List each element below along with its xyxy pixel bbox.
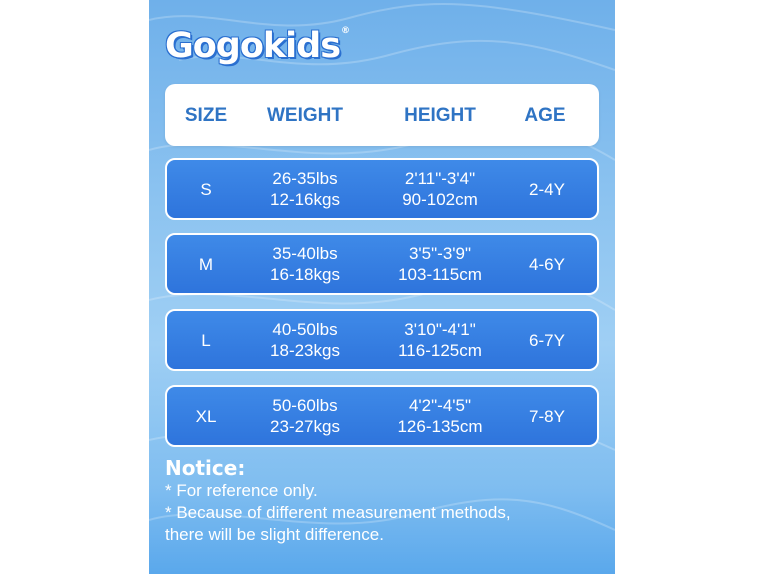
age-cell: 6-7Y bbox=[529, 330, 565, 350]
gogokids-logo bbox=[165, 26, 349, 66]
table-row-xl bbox=[165, 385, 599, 447]
height-cell: 3'5"-3'9" 103-115cm bbox=[398, 244, 482, 284]
header-weight: WEIGHT bbox=[267, 105, 343, 126]
table-row-s bbox=[165, 158, 599, 220]
logo-text: Gogokids bbox=[165, 26, 341, 66]
height-cell: 2'11"-3'4" 90-102cm bbox=[402, 169, 478, 209]
age-cell: 2-4Y bbox=[529, 179, 565, 199]
notice-line-1: * For reference only. bbox=[165, 481, 318, 500]
table-row-l bbox=[165, 309, 599, 371]
notice-line-2: * Because of different measurement methods, bbox=[165, 503, 511, 522]
registered-mark: ® bbox=[341, 26, 350, 36]
weight-cell: 35-40lbs 16-18kgs bbox=[270, 244, 340, 284]
size-cell: XL bbox=[195, 406, 217, 426]
age-cell: 4-6Y bbox=[529, 254, 565, 274]
notice-line-3: there will be slight difference. bbox=[165, 525, 384, 544]
size-cell: S bbox=[200, 179, 212, 199]
header-age: AGE bbox=[524, 105, 566, 126]
size-chart-panel bbox=[149, 0, 615, 574]
weight-cell: 26-35lbs 12-16kgs bbox=[270, 169, 340, 209]
table-row-m bbox=[165, 233, 599, 295]
weight-cell: 50-60lbs 23-27kgs bbox=[270, 396, 340, 436]
table-header bbox=[165, 84, 599, 146]
notice-block bbox=[165, 456, 511, 546]
notice-title: Notice: bbox=[165, 456, 246, 480]
header-size: SIZE bbox=[184, 105, 228, 126]
header-height: HEIGHT bbox=[404, 105, 476, 126]
height-cell: 4'2"-4'5" 126-135cm bbox=[397, 396, 483, 436]
height-cell: 3'10"-4'1" 116-125cm bbox=[398, 320, 482, 360]
weight-cell: 40-50lbs 18-23kgs bbox=[270, 320, 340, 360]
size-cell: L bbox=[201, 330, 211, 350]
size-cell: M bbox=[198, 254, 214, 274]
age-cell: 7-8Y bbox=[529, 406, 565, 426]
